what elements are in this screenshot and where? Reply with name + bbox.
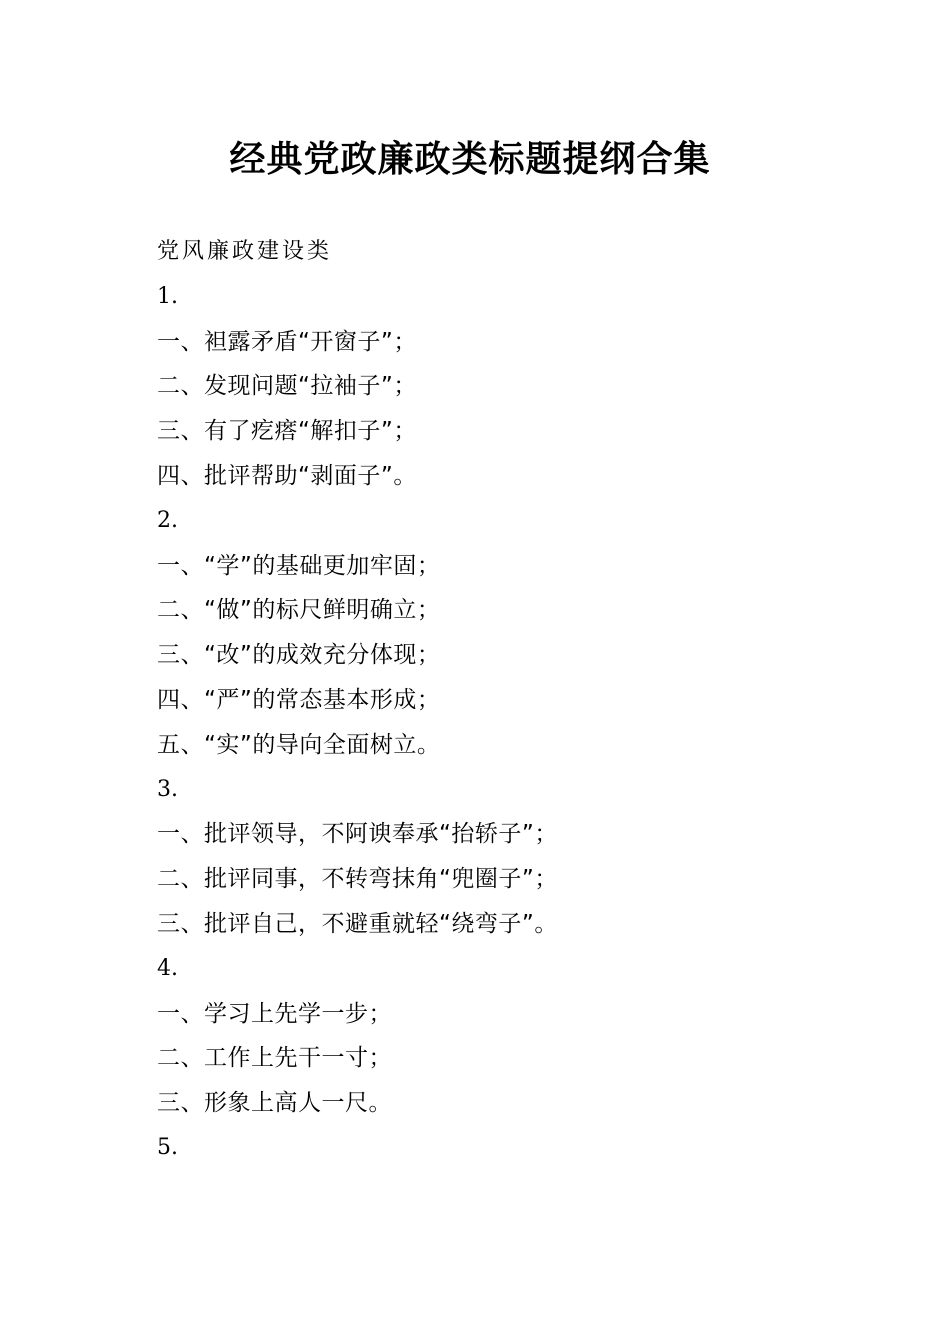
item-number: 2. [157,507,178,533]
item-number: 4. [157,955,178,981]
outline-item: 二、工作上先干一寸； [157,1045,392,1072]
document-body [157,230,857,1171]
outline-item: 一、袒露矛盾“开窗子”； [157,328,417,355]
outline-item: 四、批评帮助“剥面子”。 [157,462,417,489]
outline-item: 三、批评自己，不避重就轻“绕弯子”。 [157,910,558,937]
outline-item: 三、形象上高人一尺。 [157,1090,392,1117]
outline-item: 二、“做”的标尺鲜明确立； [157,597,441,624]
section-heading: 党风廉政建设类 [157,239,333,264]
outline-item: 二、发现问题“拉袖子”； [157,373,417,400]
outline-item: 四、“严”的常态基本形成； [157,686,441,713]
outline-item: 二、批评同事，不转弯抹角“兜圈子”； [157,866,558,893]
outline-item: 五、“实”的导向全面树立。 [157,731,441,758]
outline-item: 一、学习上先学一步； [157,1000,392,1027]
document-title: 经典党政廉政类标题提纲合集 [229,138,711,180]
outline-item: 三、有了疙瘩“解扣子”； [157,418,417,445]
outline-item: 三、“改”的成效充分体现； [157,642,441,669]
item-number: 3. [157,776,178,802]
outline-item: 一、“学”的基础更加牢固； [157,552,441,579]
outline-item: 一、批评领导，不阿谀奉承“抬轿子”； [157,821,558,848]
item-number: 1. [157,283,178,309]
item-number: 5. [157,1134,178,1160]
